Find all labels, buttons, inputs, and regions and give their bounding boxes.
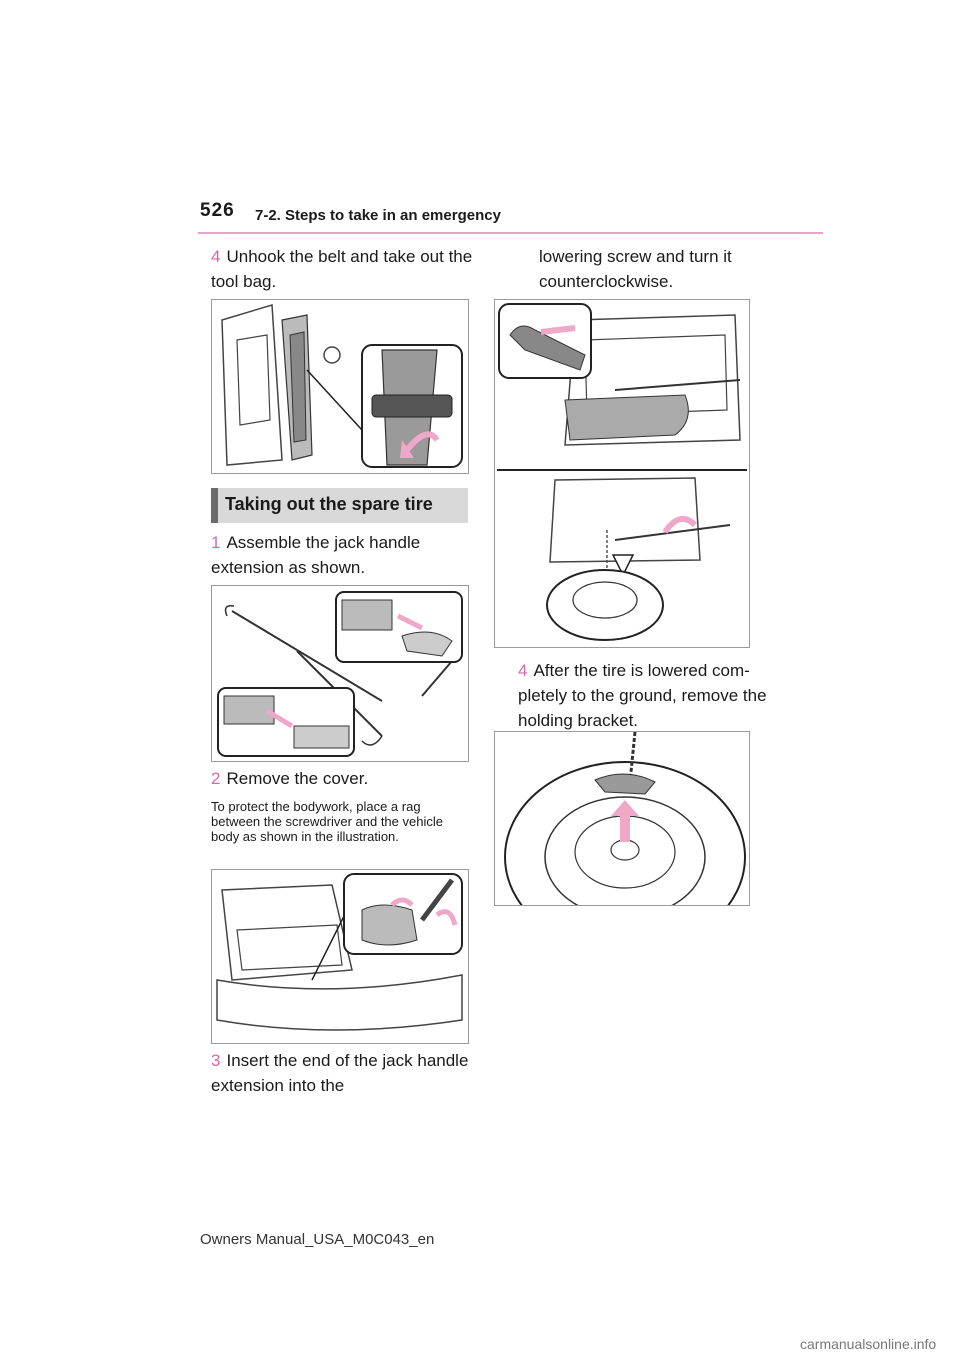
step-number: 4 (211, 247, 221, 266)
illustration-jack-handle (211, 585, 469, 762)
step-text: After the tire is lowered com-pletely to the ground, remove the holding bracket. (518, 661, 767, 730)
page-number: 526 (200, 200, 235, 221)
step-1-assemble (211, 530, 473, 580)
header-rule (198, 232, 823, 234)
step-number: 1 (211, 533, 221, 552)
illustration-remove-cover (211, 869, 469, 1044)
illustration-tool-bag-belt (211, 299, 469, 474)
step-text: Remove the cover. (226, 769, 369, 788)
step-number: 3 (211, 1051, 221, 1070)
step-text: Insert the end of the jack handle extension into the (211, 1051, 469, 1095)
step-3-continuation: lowering screw and turn it counterclockwise. (539, 247, 732, 291)
step-text: Assemble the jack handle extension as shown. (211, 533, 421, 577)
step-2-note: To protect the bodywork, place a rag between the screwdriver and the vehicle body as shown in the illustration. (211, 799, 443, 844)
watermark: carmanualsonline.info (800, 1336, 937, 1352)
section-heading (211, 488, 468, 523)
step-number: 2 (211, 769, 221, 788)
step-3-insert (211, 1048, 473, 1098)
illustration-holding-bracket (494, 731, 750, 906)
section-heading-label: Taking out the spare tire (225, 494, 433, 514)
illustration-lowering-screw (494, 299, 750, 648)
section-heading-bar (211, 488, 218, 523)
section-title: 7-2. Steps to take in an emergency (255, 207, 501, 224)
step-2-remove-cover (211, 766, 473, 791)
step-4-remove-bracket (518, 658, 780, 733)
step-text: Unhook the belt and take out the tool bag. (211, 247, 473, 291)
step-number: 4 (518, 661, 528, 680)
footer-manual-id: Owners Manual_USA_M0C043_en (200, 1231, 435, 1248)
step-4-unhook (211, 244, 473, 294)
